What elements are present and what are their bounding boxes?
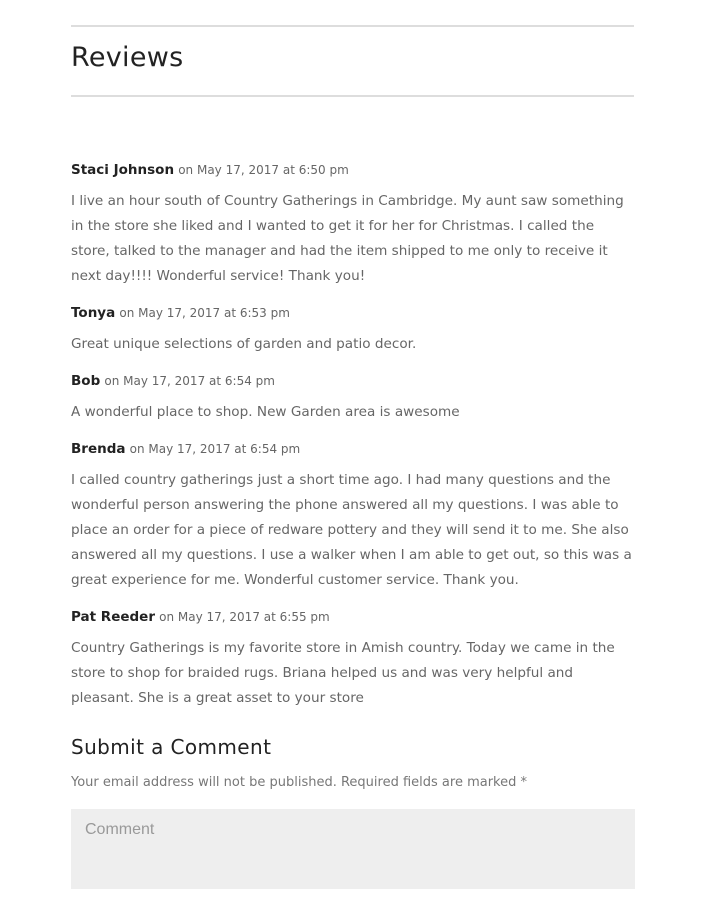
comment-textarea[interactable]: [71, 809, 635, 889]
form-notes: [71, 773, 634, 793]
comment-author: Tonya: [71, 305, 116, 321]
comment-text: I called country gatherings just a short time ago. I had many questions and the wonderful person answering the phone answered all my questions. I was able to place an order for a piece of redware pottery and they will send it to me. She also answered all my questions. I use a walker when I am able to get out, so this was a great experience for me. Wonderful customer service. Thank you.: [71, 472, 632, 588]
comment-date[interactable]: on May 17, 2017 at 6:50 pm: [178, 163, 349, 177]
comment-item: [71, 607, 634, 711]
comment-date[interactable]: on May 17, 2017 at 6:54 pm: [129, 442, 301, 456]
reviews-heading: Reviews: [71, 42, 184, 73]
comment-list: [71, 160, 634, 711]
comment-meta: [71, 160, 634, 181]
comment-meta: [71, 303, 634, 324]
required-marker: *: [520, 775, 528, 790]
comment-text: Great unique selections of garden and patio decor.: [71, 336, 417, 352]
comment-date[interactable]: on May 17, 2017 at 6:55 pm: [159, 610, 330, 624]
divider-bottom: [71, 95, 634, 97]
comment-author: Brenda: [71, 441, 126, 457]
comment-author: Staci Johnson: [71, 162, 175, 178]
comment-date[interactable]: on May 17, 2017 at 6:54 pm: [104, 374, 275, 388]
comment-text: Country Gatherings is my favorite store in Amish country. Today we came in the store to shop for braided rugs. Briana helped us and was very helpful and pleasant. She is a great asset to your store: [71, 640, 615, 706]
comment-item: [71, 371, 634, 425]
comment-author: Bob: [71, 373, 101, 389]
comment-meta: [71, 371, 634, 392]
comment-author: Pat Reeder: [71, 609, 155, 625]
submit-comment-heading: Submit a Comment: [71, 735, 272, 759]
comment-item: [71, 303, 634, 357]
comment-meta: [71, 439, 634, 460]
comment-text: A wonderful place to shop. New Garden area is awesome: [71, 404, 460, 420]
divider-top: [71, 25, 634, 27]
comment-text: I live an hour south of Country Gatherings in Cambridge. My aunt saw something in the store she liked and I wanted to get it for her for Christmas. I called the store, talked to the manager and had the item shipped to me only to receive it next day!!!! Wonderful service! Thank you!: [71, 193, 624, 284]
reviews-container: [71, 0, 634, 889]
comment-date[interactable]: on May 17, 2017 at 6:53 pm: [119, 306, 290, 320]
comment-item: [71, 160, 634, 289]
form-notes-text: Your email address will not be published. Required fields are marked: [71, 775, 517, 790]
comment-item: [71, 439, 634, 593]
comment-meta: [71, 607, 634, 628]
